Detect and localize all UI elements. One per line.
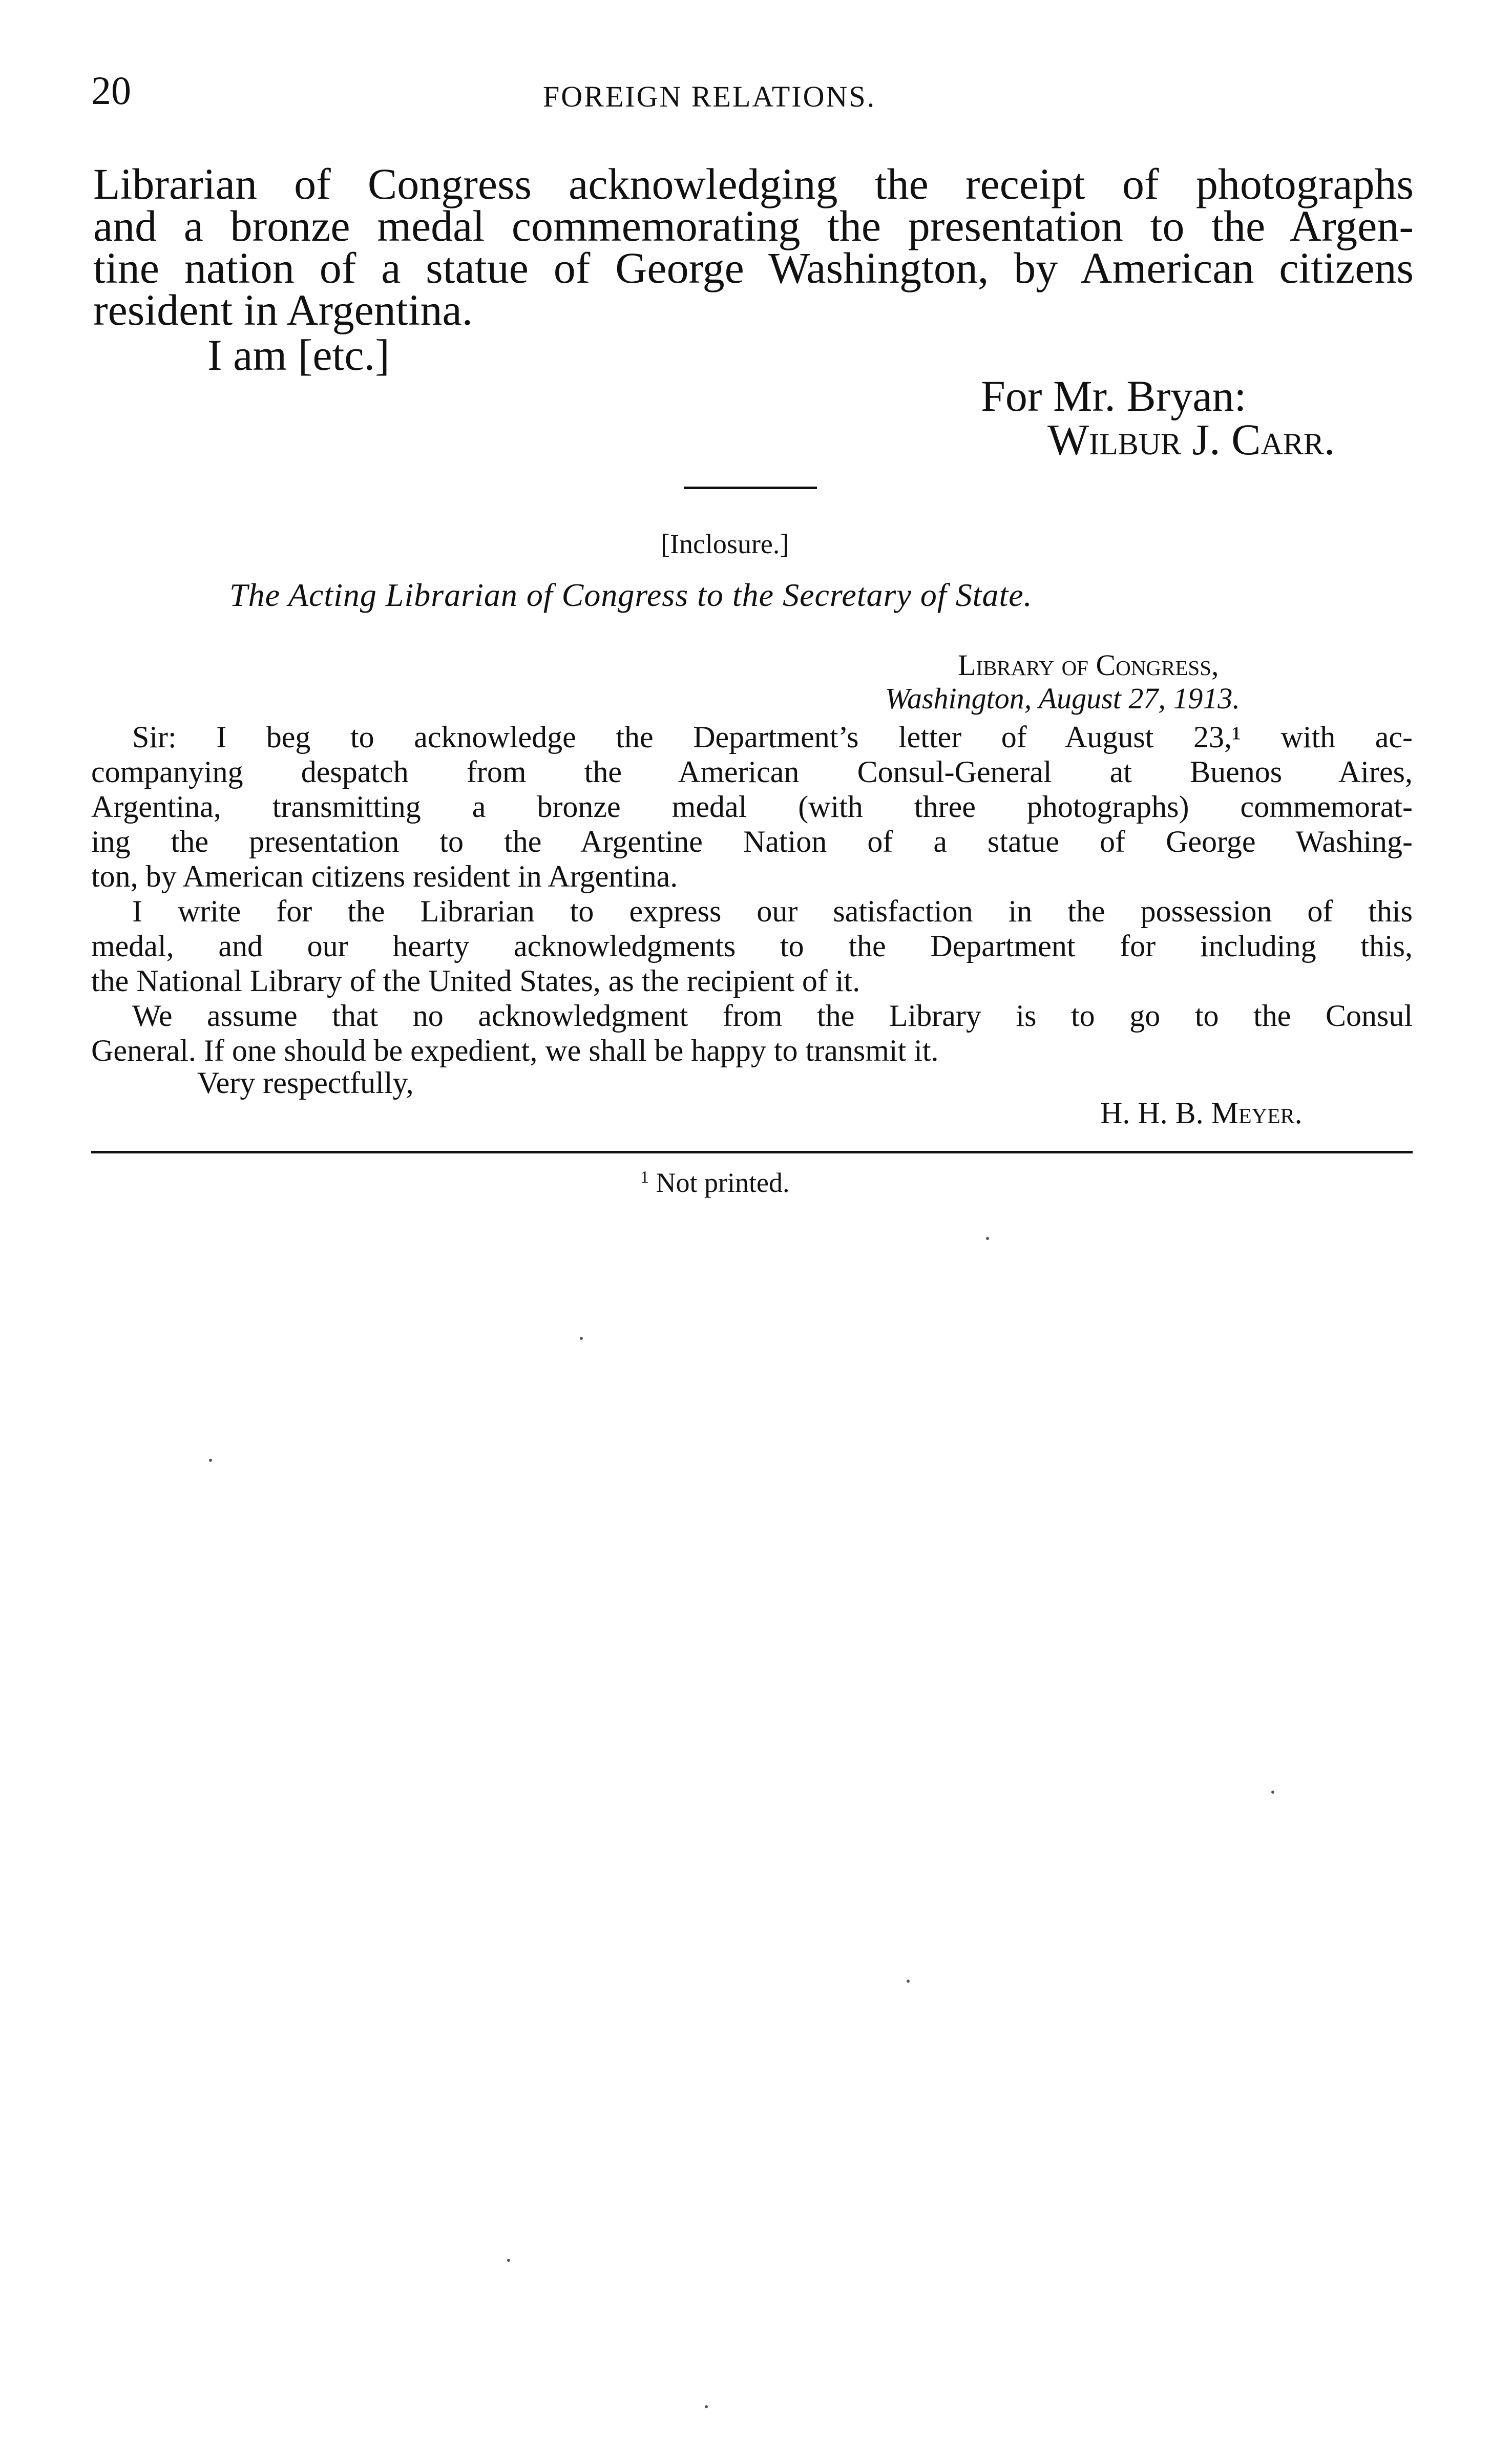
letter-body-line: resident in Argentina. <box>93 285 473 334</box>
scan-speck <box>507 2259 510 2262</box>
letter-body-line: Librarian of Congress acknowledging the receipt of photographs <box>93 159 1414 208</box>
page-number: 20 <box>91 68 131 113</box>
inclosure-signer: H. H. B. Meyer. <box>1100 1096 1303 1130</box>
inclosure-place: Library of Congress, <box>958 648 1219 682</box>
paragraph-line: companying despatch from the American Consul-General at Buenos Aires, <box>91 755 1413 789</box>
letter-body-line: and a bronze medal commemorating the presentation to the Argen- <box>93 201 1414 250</box>
scan-speck <box>580 1337 583 1340</box>
inclosure-date: Washington, August 27, 1913. <box>885 682 1240 715</box>
inclosure-paragraph-2 <box>91 894 1413 998</box>
paragraph-line: We assume that no acknowledgment from the Library is to go to the Consul <box>132 999 1413 1033</box>
scan-speck <box>1271 1791 1274 1794</box>
paragraph-line: General. If one should be expedient, we shall be happy to transmit it. <box>91 1034 939 1067</box>
paragraph-line: I write for the Librarian to express our satisfaction in the possession of this <box>132 894 1413 928</box>
paragraph-line: Argentina, transmitting a bronze medal (with three photographs) commemorat- <box>91 790 1413 824</box>
letter-body-line: tine nation of a statue of George Washington, by American citizens <box>93 243 1414 292</box>
signature-name: Wilbur J. Carr. <box>1047 415 1335 464</box>
footnote-text: Not printed. <box>656 1167 790 1198</box>
scan-speck <box>209 1459 212 1462</box>
footnote <box>640 1169 789 1196</box>
section-divider <box>684 487 817 489</box>
paragraph-line: Sir: I beg to acknowledge the Department’s letter of August 23,¹ with ac- <box>132 720 1413 754</box>
inclosure-heading: The Acting Librarian of Congress to the Secretary of State. <box>229 577 1033 613</box>
letter-closing: I am [etc.] <box>207 330 390 380</box>
footnote-marker: 1 <box>640 1168 649 1187</box>
paragraph-line: the National Library of the United States, as the recipient of it. <box>91 964 860 998</box>
inclosure-closing: Very respectfully, <box>197 1066 414 1100</box>
inclosure-paragraph-1 <box>91 720 1413 894</box>
inclosure-paragraph-3 <box>91 998 1413 1068</box>
paragraph-line: ing the presentation to the Argentine Nation of a statue of George Washing- <box>91 825 1413 858</box>
signature-for: For Mr. Bryan: <box>981 371 1247 421</box>
inclosure-label: [Inclosure.] <box>661 529 789 559</box>
scan-speck <box>986 1237 989 1240</box>
scan-speck <box>907 1980 910 1983</box>
paragraph-line: medal, and our hearty acknowledgments to the Department for including this, <box>91 929 1413 963</box>
footnote-divider <box>91 1151 1413 1153</box>
paragraph-line: ton, by American citizens resident in Argentina. <box>91 859 678 893</box>
running-head: FOREIGN RELATIONS. <box>543 80 876 113</box>
scan-speck <box>705 2405 708 2408</box>
